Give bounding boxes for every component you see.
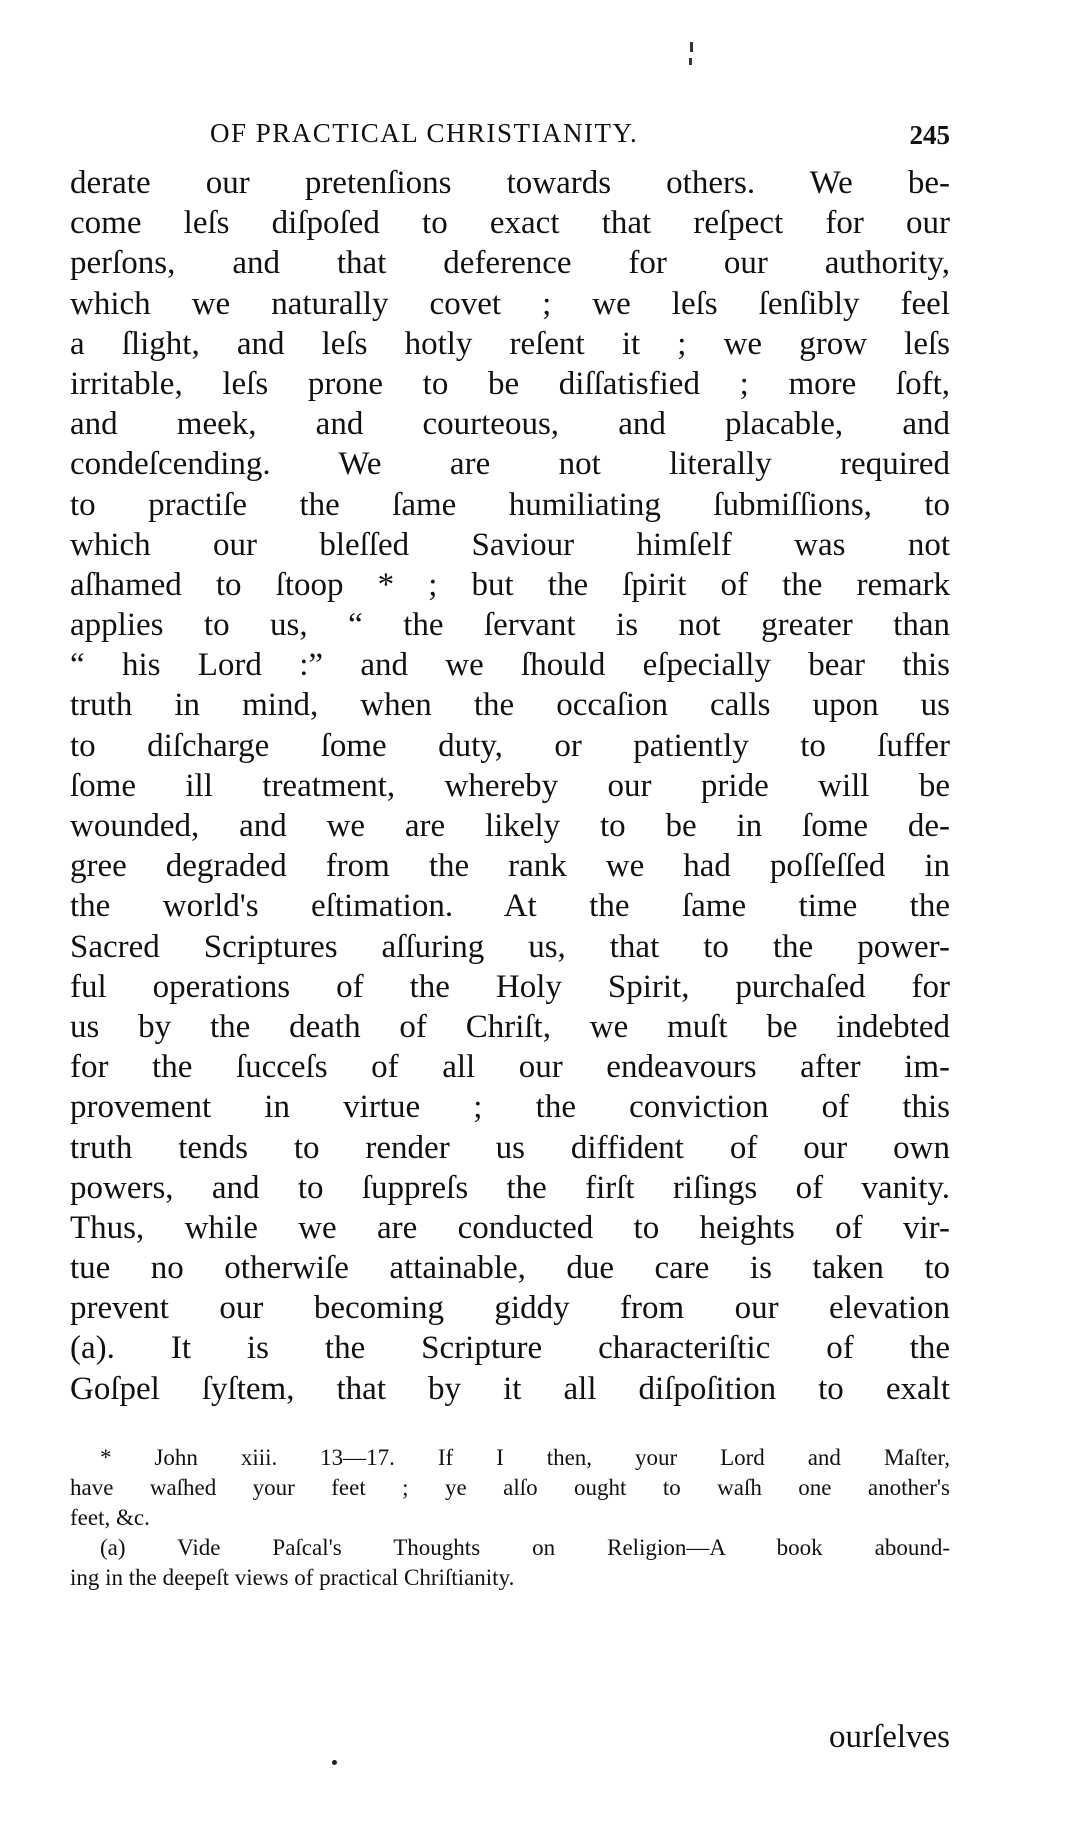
running-head: OF PRACTICAL CHRISTIANITY. <box>210 118 639 148</box>
main-text <box>70 163 950 1409</box>
text-line: which our bleſſed Saviour himſelf was not <box>70 526 950 563</box>
text-line: “ his Lord :” and we ſhould eſpecially bear this <box>70 647 950 684</box>
footnote-line: (a) Vide Paſcal's Thoughts on Religion—A book abound- <box>100 1535 950 1560</box>
text-line: condeſcending. We are not literally required <box>70 446 950 483</box>
text-line: a ſlight, and leſs hotly reſent it ; we grow leſs <box>70 325 950 362</box>
footnotes <box>70 1443 950 1593</box>
text-line: which we naturally covet ; we leſs ſenſibly feel <box>70 285 950 322</box>
text-line: irritable, leſs prone to be diſſatisfied ; more ſoft, <box>70 365 950 402</box>
text-line: powers, and to ſuppreſs the firſt riſings of vanity. <box>70 1169 950 1206</box>
margin-mark <box>690 42 693 52</box>
text-line: prevent our becoming giddy from our elevation <box>70 1290 950 1327</box>
text-line: ful operations of the Holy Spirit, purchaſed for <box>70 968 950 1005</box>
page-header <box>210 115 950 151</box>
text-line: come leſs diſpoſed to exact that reſpect for our <box>70 205 950 242</box>
text-line: applies to us, “ the ſervant is not greater than <box>70 607 950 644</box>
text-line: Goſpel ſyſtem, that by it all diſpoſition to exalt <box>70 1370 950 1407</box>
text-line: for the ſucceſs of all our endeavours after im- <box>70 1049 950 1086</box>
text-line: to practiſe the ſame humiliating ſubmiſſions, to <box>70 486 950 523</box>
margin-mark <box>689 58 692 65</box>
text-line: to diſcharge ſome duty, or patiently to ſuffer <box>70 727 950 764</box>
text-line: derate our pretenſions towards others. We be- <box>70 165 950 201</box>
text-line: us by the death of Chriſt, we muſt be indebted <box>70 1008 950 1045</box>
text-line: aſhamed to ſtoop * ; but the ſpirit of the remark <box>70 566 950 603</box>
footnote-line: ing in the deepeſt views of practical Chriſtianity. <box>70 1565 515 1590</box>
text-line: and meek, and courteous, and placable, and <box>70 406 950 443</box>
text-line: the world's eſtimation. At the ſame time the <box>70 888 950 925</box>
text-line: provement in virtue ; the conviction of this <box>70 1089 950 1126</box>
footnote-line: have waſhed your feet ; ye alſo ought to waſh one another's <box>70 1475 950 1500</box>
page-number: 245 <box>909 120 950 150</box>
text-line: (a). It is the Scripture characteriſtic of the <box>70 1330 950 1367</box>
text-line: Thus, while we are conducted to heights of vir- <box>70 1209 950 1246</box>
text-line: ſome ill treatment, whereby our pride will be <box>70 767 950 804</box>
catchword: ourſelves <box>829 1719 950 1755</box>
footnote-line: feet, &c. <box>70 1505 150 1530</box>
text-line: truth tends to render us diffident of our own <box>70 1129 950 1166</box>
text-line: wounded, and we are likely to be in ſome de- <box>70 808 950 844</box>
text-line: Sacred Scriptures aſſuring us, that to the power- <box>70 928 950 965</box>
text-line: perſons, and that deference for our authority, <box>70 245 950 282</box>
text-line: gree degraded from the rank we had poſſeſſed in <box>70 848 950 885</box>
text-line: tue no otherwiſe attainable, due care is taken to <box>70 1250 950 1287</box>
ink-dot <box>332 1760 337 1765</box>
footnote-line: * John xiii. 13—17. If I then, your Lord and Maſter, <box>100 1445 950 1470</box>
text-line: truth in mind, when the occaſion calls upon us <box>70 687 950 724</box>
